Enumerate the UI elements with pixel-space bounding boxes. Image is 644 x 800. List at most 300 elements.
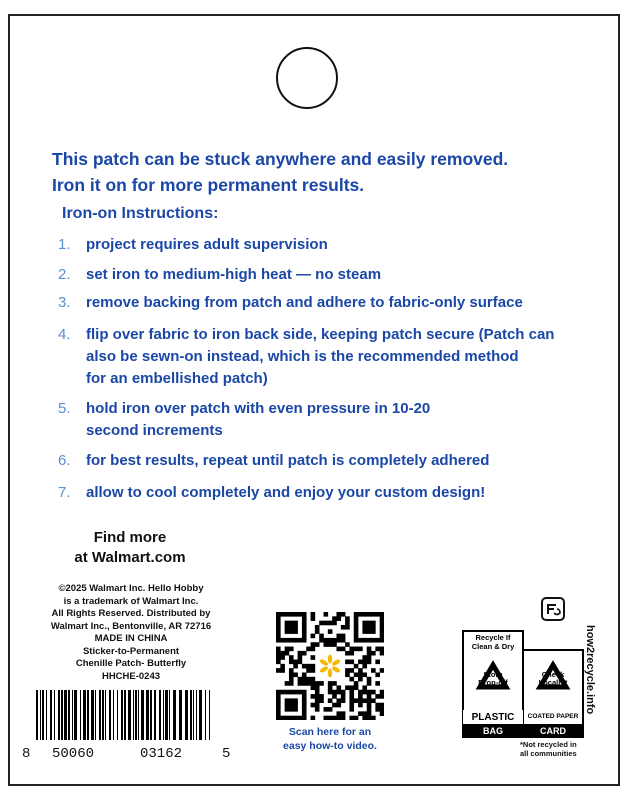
qr-module [298,638,303,643]
qr-module [324,612,329,617]
qr-module [311,668,316,673]
qr-module [324,638,329,643]
qr-module [354,647,359,652]
qr-module [371,638,376,643]
qr-module [311,612,316,617]
qr-module [293,716,298,720]
qr-module [349,694,354,699]
qr-module [336,711,341,716]
qr-code[interactable] [276,612,384,720]
qr-module [367,690,372,695]
qr-module [375,707,380,712]
store-dropoff-2: Drop-off [478,678,508,687]
qr-module [285,612,290,617]
qr-module [315,629,320,634]
barcode-bar [190,690,192,740]
qr-module [375,612,380,617]
qr-module [285,716,290,720]
qr-module [380,629,384,634]
qr-module [341,694,346,699]
qr-module [367,698,372,703]
qr-module [354,625,359,630]
barcode-bar [193,690,194,740]
qr-module [362,698,367,703]
legal-line: Walmart Inc., Bentonville, AR 72716 [50,620,212,632]
qr-module [358,660,363,665]
qr-module [375,694,380,699]
step-number: 1. [58,236,71,253]
qr-module [328,707,333,712]
qr-module [341,638,346,643]
qr-module [315,625,320,630]
qr-module [380,694,384,699]
qr-module [336,716,341,720]
qr-module [328,629,333,634]
qr-module [367,694,372,699]
qr-module [367,629,372,634]
qr-module [345,642,350,647]
barcode-bar [87,690,89,740]
barcode-bar [58,690,60,740]
qr-module [354,664,359,669]
barcode-bar [146,690,149,740]
qr-module [380,638,384,643]
qr-module [336,616,341,621]
find-more-line-2: at Walmart.com [74,549,186,566]
qr-module [285,621,290,626]
barcode-bar [165,690,168,740]
barcode-bar [83,690,86,740]
qr-module [367,625,372,630]
qr-module [354,629,359,634]
qr-module [276,647,281,652]
qr-module [341,690,346,695]
qr-module [315,685,320,690]
qr-module [367,621,372,626]
barcode-bar [46,690,47,740]
qr-module [311,685,316,690]
qr-module [358,672,363,677]
qr-module [328,716,333,720]
qr-module [380,668,384,673]
qr-module [345,660,350,665]
qr-module [380,707,384,712]
qr-module [336,685,341,690]
legal-line: is a trademark of Walmart Inc. [63,595,199,607]
qr-module [332,694,337,699]
qr-module [371,690,376,695]
qr-module [293,707,298,712]
qr-module [354,698,359,703]
qr-module [332,616,337,621]
qr-module [332,621,337,626]
legal-line: Chenille Patch- Butterfly [75,658,187,669]
qr-module [324,621,329,626]
qr-module [285,681,290,686]
qr-module [371,621,376,626]
qr-module [362,690,367,695]
barcode-bar [74,690,77,740]
qr-module [280,612,285,617]
qr-module [380,616,384,621]
qr-module [285,638,290,643]
qr-module [328,642,333,647]
qr-module [293,664,298,669]
qr-module [276,625,281,630]
check-locally-1: Check [541,670,565,679]
qr-module [302,629,307,634]
how2recycle-label [462,630,584,740]
barcode-bar [117,690,118,740]
qr-module [276,629,281,634]
qr-module [367,612,372,617]
qr-module [306,664,311,669]
qr-module [293,672,298,677]
qr-module [289,621,294,626]
qr-module [358,612,363,617]
qr-module [371,698,376,703]
qr-module [315,694,320,699]
qr-module [289,655,294,660]
step-number: 2. [58,266,71,283]
qr-module [367,681,372,686]
qr-module [375,672,380,677]
qr-module [354,621,359,626]
qr-module [354,634,359,639]
qr-module [341,647,346,652]
qr-module [306,677,311,682]
barcode-bar [205,690,206,740]
qr-module [311,716,316,720]
qr-module [311,616,316,621]
barcode-bar [109,690,111,740]
qr-module [358,668,363,673]
qr-module [298,655,303,660]
qr-module [293,625,298,630]
qr-module [367,660,372,665]
qr-module [367,677,372,682]
barcode-bar [99,690,101,740]
step-number: 4. [58,326,71,343]
recycling-note-1: *Not recycled in [520,740,577,749]
qr-module [285,703,290,708]
qr-module [328,690,333,695]
qr-module [362,711,367,716]
qr-module [362,672,367,677]
qr-module [324,707,329,712]
barcode-bar [54,690,55,740]
qr-module [302,664,307,669]
qr-module [349,668,354,673]
step-number: 7. [58,484,71,501]
qr-module [336,690,341,695]
qr-module [358,638,363,643]
qr-module [311,634,316,639]
qr-module [349,651,354,656]
step-text: allow to cool completely and enjoy your custom design! [86,484,486,501]
qr-module [298,716,303,720]
qr-module [289,660,294,665]
find-more-text [70,528,190,568]
step-text: second increments [86,422,223,439]
qr-module [371,629,376,634]
qr-module [276,703,281,708]
qr-module [371,625,376,630]
qr-module [354,672,359,677]
qr-module [289,638,294,643]
recycle-condition-2: Clean & Dry [471,642,515,651]
qr-module [289,647,294,652]
qr-module [380,625,384,630]
qr-module [362,638,367,643]
qr-module [298,677,303,682]
qr-module [380,634,384,639]
qr-module [293,698,298,703]
qr-module [293,660,298,665]
qr-module [315,642,320,647]
step-text: also be sewn-on instead, which is the recommended method [86,348,519,365]
qr-module [276,698,281,703]
qr-module [302,681,307,686]
barcode-bar [72,690,73,740]
qr-module [332,716,337,720]
item-bag: BAG [483,726,503,736]
qr-module [345,616,350,621]
qr-module [375,660,380,665]
barcode-bar [150,690,152,740]
qr-module [324,716,329,720]
qr-module [328,681,333,686]
barcode-digits-right: 03162 [140,746,183,762]
qr-module [285,647,290,652]
step-text: remove backing from patch and adhere to fabric-only surface [86,294,523,311]
qr-module [336,703,341,708]
barcode-bar [40,690,41,740]
qr-module [341,634,346,639]
qr-module [302,616,307,621]
qr-module [280,651,285,656]
qr-module [293,612,298,617]
qr-module [306,647,311,652]
qr-module [289,668,294,673]
legal-line: MADE IN CHINA [94,633,168,644]
qr-module [332,681,337,686]
barcode-bar [42,690,44,740]
qr-module [336,647,341,652]
qr-module [311,703,316,708]
qr-module [276,634,281,639]
qr-module [315,703,320,708]
qr-module [289,698,294,703]
qr-module [298,681,303,686]
material-plastic: PLASTIC [471,712,515,723]
qr-module [319,634,324,639]
qr-module [311,647,316,652]
qr-module [302,711,307,716]
qr-module [315,690,320,695]
qr-module [375,647,380,652]
qr-module [336,638,341,643]
qr-module [302,703,307,708]
qr-module [349,716,354,720]
qr-module [276,660,281,665]
qr-module [289,690,294,695]
barcode-bar [64,690,67,740]
qr-module [285,690,290,695]
qr-module [367,638,372,643]
barcode-bar [196,690,197,740]
qr-module [349,698,354,703]
step-text: hold iron over patch with even pressure in 10-20 [86,400,431,417]
qr-module [367,711,372,716]
qr-module [293,638,298,643]
qr-module [371,668,376,673]
barcode-bar [80,690,81,740]
qr-caption [268,725,392,753]
qr-module [375,681,380,686]
qr-module [280,664,285,669]
qr-module [336,634,341,639]
qr-module [311,694,316,699]
hang-hole [276,47,338,109]
qr-module [319,698,324,703]
qr-module [362,612,367,617]
qr-module [302,690,307,695]
qr-module [276,668,281,673]
barcode-bar [113,690,114,740]
qr-module [302,651,307,656]
qr-module [354,612,359,617]
item-card: CARD [540,726,566,736]
qr-module [332,642,337,647]
qr-module [354,685,359,690]
qr-module [367,655,372,660]
step-text: for best results, repeat until patch is completely adhered [86,452,490,469]
qr-module [311,677,316,682]
qr-module [358,677,363,682]
qr-module [362,660,367,665]
legal-line: All Rights Reserved. Distributed by [51,608,211,619]
qr-module [311,642,316,647]
barcode-bar [36,690,38,740]
barcode-bar [154,690,156,740]
barcode-bar [91,690,94,740]
qr-module [276,690,281,695]
qr-module [276,612,281,617]
find-more-line-1: Find more [93,529,167,546]
qr-module [341,625,346,630]
qr-module [319,694,324,699]
qr-module [341,711,346,716]
qr-module [280,655,285,660]
qr-module [380,711,384,716]
qr-module [367,703,372,708]
qr-module [319,681,324,686]
how2recycle-site [582,625,598,739]
qr-module [311,681,316,686]
qr-module [336,698,341,703]
qr-module [362,664,367,669]
material-coated-paper: COATED PAPER [527,713,579,720]
qr-module [354,716,359,720]
legal-line: HHCHE-0243 [101,670,161,682]
qr-module [358,711,363,716]
qr-module [380,651,384,656]
recycling-note-2: all communities [520,749,577,758]
legal-line: Sticker-to-Permanent [82,645,180,657]
qr-module [289,677,294,682]
qr-module [302,698,307,703]
qr-module [354,681,359,686]
qr-module [302,638,307,643]
barcode-bar [185,690,188,740]
qr-module [276,651,281,656]
qr-caption-line-2: easy how-to video. [283,740,377,752]
qr-module [276,707,281,712]
barcode-bar [179,690,182,740]
qr-module [371,716,376,720]
qr-module [293,690,298,695]
qr-module [276,694,281,699]
legal-line: ©2025 Walmart Inc. Hello Hobby [58,583,204,594]
qr-module [362,716,367,720]
barcode-bar [141,690,144,740]
qr-module [280,638,285,643]
qr-module [276,655,281,660]
qr-module [362,655,367,660]
intro-line-2: Iron it on for more permanent results. [52,175,365,195]
qr-module [341,698,346,703]
legal-text [36,583,226,683]
barcode-bar [133,690,134,740]
qr-module [349,647,354,652]
qr-module [371,612,376,617]
step-number: 6. [58,452,71,469]
qr-module [315,707,320,712]
barcode-bar [135,690,137,740]
qr-module [298,660,303,665]
qr-module [276,621,281,626]
step-text: project requires adult supervision [86,236,328,253]
qr-module [302,707,307,712]
barcode-bar [50,690,52,740]
barcode-bar [173,690,176,740]
qr-module [362,621,367,626]
qr-module [380,612,384,617]
qr-module [367,716,372,720]
qr-module [280,690,285,695]
qr-module [354,638,359,643]
qr-module [280,668,285,673]
step-text: set iron to medium-high heat — no steam [86,266,382,283]
qr-module [298,651,303,656]
qr-module [367,651,372,656]
qr-module [332,638,337,643]
qr-module [302,625,307,630]
barcode-bar [138,690,139,740]
qr-module [280,716,285,720]
qr-module [289,707,294,712]
instructions-title: Iron-on Instructions: [62,205,219,222]
qr-module [341,716,346,720]
qr-module [362,629,367,634]
qr-module [315,698,320,703]
qr-module [380,690,384,695]
qr-module [345,651,350,656]
qr-module [371,651,376,656]
barcode-bar [199,690,202,740]
qr-module [362,685,367,690]
